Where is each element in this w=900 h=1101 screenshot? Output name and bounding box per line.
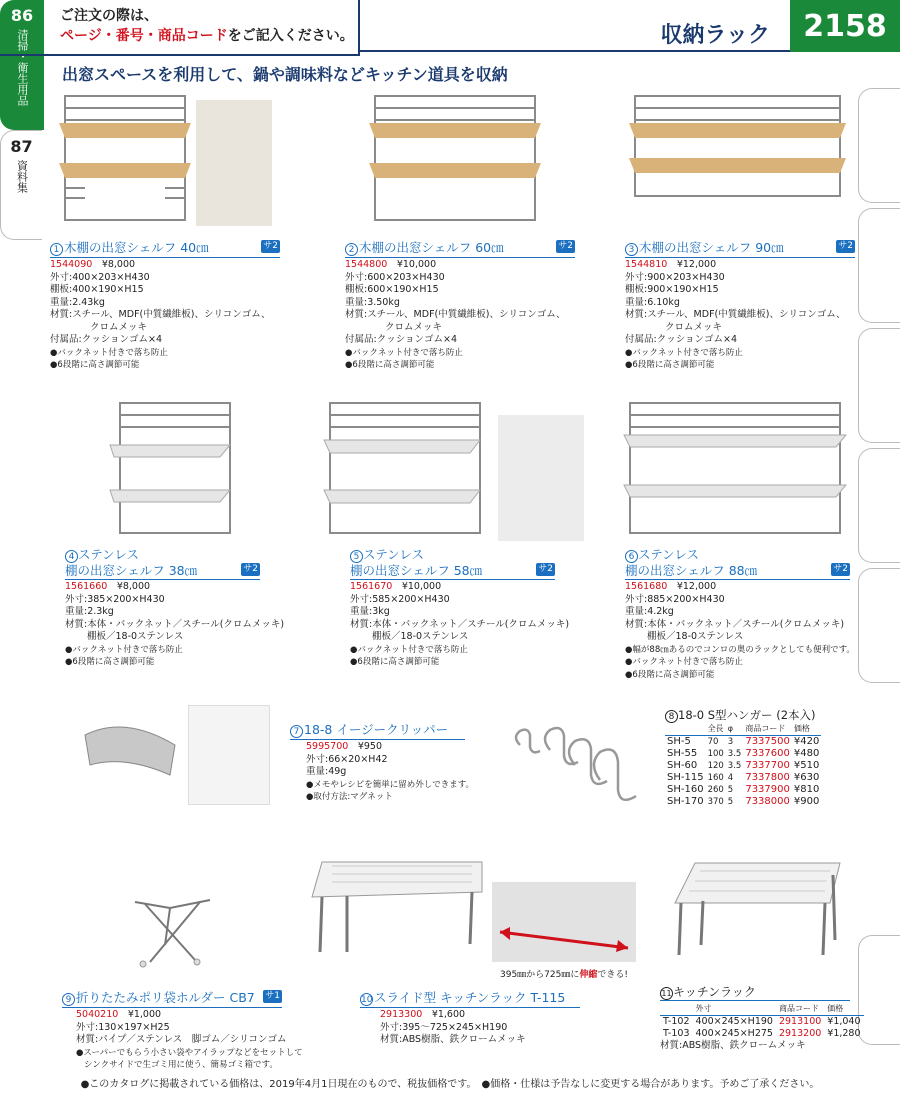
product-10: [360, 990, 580, 1047]
dia-cell: 4: [727, 773, 734, 783]
length-cell: 260: [707, 785, 724, 795]
spec-line: 棚板／18-0ステンレス: [372, 631, 469, 642]
price-cell: ¥1,040: [827, 1016, 861, 1027]
model-cell: SH-55: [667, 748, 698, 759]
spec-line: 材質:ABS樹脂、鉄クロームメッキ: [380, 1034, 526, 1045]
product-4: [65, 548, 284, 669]
sa-badge: サ2: [243, 564, 258, 574]
s-hanger-image: [505, 710, 655, 805]
stainless-shelf-38-image: [100, 395, 240, 545]
caption-text: できる!: [597, 970, 628, 980]
order-note-rest: をご記入ください。: [227, 28, 354, 44]
product-number: 6: [625, 550, 638, 563]
product-number: 5: [350, 550, 363, 563]
product-title: [50, 240, 280, 258]
product-number: 7: [290, 725, 303, 738]
spec-line: 棚板／18-0ステンレス: [87, 631, 184, 642]
product-title: [62, 990, 282, 1008]
feature-line: ●バックネット付きで落ち防止: [625, 657, 743, 667]
page-number: 2158: [790, 0, 900, 52]
table-row: [665, 748, 821, 760]
product-title-line1: [350, 548, 569, 563]
table-row: [665, 772, 821, 784]
table-row: [660, 1028, 864, 1040]
side-tab[interactable]: [858, 88, 900, 203]
product-title: [350, 563, 555, 580]
col-header: 商品コード: [743, 723, 792, 736]
product-name: 棚の出窓シェルフ 58㎝: [350, 563, 483, 578]
slide-rack-extend-photo: [492, 882, 636, 962]
spec-line: 材質:スチール、MDF(中質繊維板)、シリコンゴム、: [345, 309, 566, 320]
product-name: 18-8 イージークリッパー: [304, 722, 449, 737]
feature-line: ●メモやレシピを簡単に留め外しできます。: [306, 779, 475, 790]
length-cell: 120: [707, 761, 724, 771]
product-name: 18-0 S型ハンガー (2本入): [678, 708, 816, 722]
product-price: ¥1,000: [127, 1009, 162, 1020]
col-header: 外寸: [693, 1003, 776, 1016]
col-header: 価格: [824, 1003, 863, 1016]
spec-line: 外寸:900×203×H430: [625, 271, 725, 283]
extend-arrow-icon: [492, 882, 636, 962]
kitchen-rack-table: [660, 1003, 864, 1040]
side-tab[interactable]: [858, 208, 900, 323]
code-cell: 7337600: [745, 748, 790, 759]
product-price: ¥8,000: [116, 581, 151, 592]
spec-line: 棚板:400×190×H15: [50, 284, 144, 295]
feature-line: ●6段階に高さ調節可能: [350, 657, 440, 667]
size-cell: 400×245×H275: [695, 1028, 773, 1039]
stainless-shelf-88-image: [620, 395, 850, 545]
lead-text: 出窓スペースを利用して、鍋や調味料などキッチン道具を収納: [62, 65, 508, 84]
spec-line: 外寸:400×203×H430: [50, 271, 150, 283]
product-name-line1: ステンレス: [78, 547, 139, 562]
spec-line: 材質:スチール、MDF(中質繊維板)、シリコンゴム、: [625, 309, 846, 320]
code-cell: 7338000: [745, 796, 790, 807]
col-header: φ: [726, 723, 744, 736]
table-header: [660, 1003, 864, 1016]
product-6: [625, 548, 855, 681]
order-note-line2: [60, 26, 358, 46]
table-row: [665, 760, 821, 772]
spec-line: 重量:3.50kg: [345, 296, 400, 308]
price-cell: ¥1,280: [827, 1028, 861, 1039]
length-cell: 160: [707, 773, 724, 783]
feature-line: ●バックネット付きで落ち防止: [350, 644, 468, 655]
slide-rack-caption: [500, 967, 628, 980]
col-header: [665, 723, 706, 736]
dia-cell: 5: [727, 797, 734, 807]
wood-shelf-usage-photo: [196, 100, 272, 226]
product-number: 11: [661, 989, 672, 998]
side-tab[interactable]: [858, 568, 900, 683]
slide-rack-image: [302, 852, 492, 962]
spec-line: 外寸:130×197×H25: [76, 1021, 170, 1033]
product-code: 5040210: [76, 1009, 119, 1020]
spec-line: クロムメッキ: [385, 321, 443, 333]
product-9: [62, 990, 303, 1072]
footer-note: ●このカタログに掲載されている価格は、2019年4月1日現在のもので、税抜価格です。 ●価格・仕様は予告なしに変更する場合があります。予めご了承ください。: [80, 1079, 820, 1090]
product-title: [290, 722, 465, 740]
length-cell: 70: [707, 737, 719, 747]
product-code: 1561680: [625, 581, 668, 592]
spec-line: 付属品:クッションゴム×4: [345, 334, 458, 345]
code-cell: 2913200: [778, 1028, 822, 1039]
length-cell: 370: [707, 797, 724, 807]
spec-line: 重量:4.2kg: [625, 606, 674, 617]
spec-line: 棚板:600×190×H15: [345, 284, 439, 295]
product-code: 5995700: [306, 741, 349, 752]
dia-cell: 3: [727, 737, 734, 747]
dia-cell: 3.5: [727, 749, 742, 759]
tab-87-number: 87: [10, 137, 33, 156]
product-price: ¥10,000: [396, 259, 437, 270]
hanger-table: [665, 723, 821, 808]
product-price: ¥950: [357, 741, 383, 752]
price-cell: ¥630: [793, 772, 820, 783]
side-tab[interactable]: [858, 448, 900, 563]
spec-line: 外寸:600×203×H430: [345, 271, 445, 283]
price-cell: ¥810: [793, 784, 820, 795]
feature-line: ●幅が88㎝あるのでコンロの奥のラックとしても便利です。: [625, 644, 855, 655]
code-cell: 7337700: [745, 760, 790, 771]
size-cell: 400×245×H190: [695, 1016, 773, 1027]
spec-line: 棚板／18-0ステンレス: [647, 631, 744, 642]
spec-line: 棚板:900×190×H15: [625, 284, 719, 295]
spec-line: 外寸:385×200×H430: [65, 593, 165, 605]
code-cell: 7337500: [745, 736, 790, 747]
product-1: [50, 240, 280, 372]
code-cell: 2913100: [778, 1016, 822, 1027]
product-title: [665, 708, 830, 723]
feature-line: ●取付方法:マグネット: [306, 792, 393, 802]
spec-line: 外寸:885×200×H430: [625, 593, 725, 605]
price-cell: ¥420: [793, 736, 820, 747]
spec-line: 重量:49g: [306, 766, 347, 777]
spec-line: 材質:ABS樹脂、鉄クロームメッキ: [660, 1040, 806, 1051]
order-note: [0, 0, 360, 56]
product-11: [660, 985, 861, 1053]
product-number: 3: [625, 243, 638, 256]
product-name-line1: ステンレス: [363, 547, 424, 562]
product-number: 10: [361, 995, 373, 1005]
spec-line: 材質:本体・バックネット／スチール(クロムメッキ): [65, 618, 285, 630]
feature-line: ●6段階に高さ調節可能: [345, 360, 435, 370]
product-number: 2: [345, 243, 358, 256]
product-title: [625, 563, 850, 580]
product-title: [360, 990, 580, 1008]
spec-line: 付属品:クッションゴム×4: [625, 334, 738, 345]
product-title: [65, 563, 260, 580]
side-tab[interactable]: [858, 935, 900, 1045]
feature-line: ●バックネット付きで落ち防止: [50, 347, 168, 358]
sa-badge: サ2: [833, 564, 848, 574]
product-title-line1: [65, 548, 284, 563]
spec-line: 付属品:クッションゴム×4: [50, 334, 163, 345]
spec-line: 材質:本体・バックネット／スチール(クロムメッキ): [625, 618, 845, 630]
tab-87-label: 資料集: [15, 160, 29, 193]
product-price: ¥12,000: [676, 581, 717, 592]
side-tab[interactable]: [858, 328, 900, 443]
product-number: 9: [62, 993, 75, 1006]
product-number: 4: [65, 550, 78, 563]
product-name: 木棚の出窓シェルフ 40㎝: [64, 240, 209, 255]
product-title: [660, 985, 850, 1001]
spec-line: 外寸:585×200×H430: [350, 593, 450, 605]
order-note-highlight: ページ・番号・商品コード: [60, 28, 228, 44]
model-cell: SH-115: [667, 772, 704, 783]
dia-cell: 5: [727, 785, 734, 795]
feature-line: ●バックネット付きで落ち防止: [625, 347, 743, 358]
feature-line: シンクサイドで生ゴミ用に使う、簡易ゴミ箱です。: [84, 1060, 278, 1070]
product-number: 1: [50, 243, 63, 256]
product-code: 1561670: [350, 581, 393, 592]
product-code: 1561660: [65, 581, 108, 592]
model-cell: SH-5: [667, 736, 691, 747]
caption-text: 395㎜から725㎜に: [500, 970, 580, 980]
model-cell: SH-160: [667, 784, 704, 795]
col-header: 全長: [706, 723, 726, 736]
spec-line: 材質:スチール、MDF(中質繊維板)、シリコンゴム、: [50, 309, 271, 320]
clipper-memo-photo: [188, 705, 270, 805]
price-cell: ¥900: [793, 796, 820, 807]
stainless-shelf-58-image: [320, 395, 490, 545]
table-row: [660, 1016, 864, 1029]
product-title: [625, 240, 855, 258]
model-cell: T-102: [663, 1016, 690, 1027]
product-code: 1544800: [345, 259, 388, 270]
spec-line: 外寸:66×20×H42: [306, 753, 388, 765]
wood-shelf-90-image: [625, 88, 850, 228]
sa-badge: サ2: [538, 564, 553, 574]
product-number: 8: [665, 710, 678, 723]
spec-line: 材質:パイプ／ステンレス 脚ゴム／シリコンゴム: [76, 1034, 287, 1045]
product-name: 木棚の出窓シェルフ 90㎝: [639, 240, 784, 255]
price-cell: ¥510: [793, 760, 820, 771]
feature-line: ●6段階に高さ調節可能: [625, 669, 715, 680]
spec-line: クロムメッキ: [665, 321, 723, 333]
feature-line: ●6段階に高さ調節可能: [65, 657, 155, 667]
table-row: [665, 796, 821, 808]
product-8: [665, 708, 830, 808]
wood-shelf-60-image: [365, 88, 545, 228]
spec-line: 重量:2.3kg: [65, 606, 114, 617]
product-title-line1: [625, 548, 855, 563]
tab-86-number: 86: [10, 6, 34, 25]
product-name-line1: ステンレス: [638, 547, 699, 562]
product-code: 1544090: [50, 259, 93, 270]
product-code: 1544810: [625, 259, 668, 270]
product-code: 2913300: [380, 1009, 423, 1020]
product-name: 棚の出窓シェルフ 88㎝: [625, 563, 758, 578]
tab-86-label: 清掃・衛生用品: [16, 29, 29, 106]
product-price: ¥1,600: [431, 1009, 466, 1020]
table-row: [665, 736, 821, 749]
col-header: 商品コード: [776, 1003, 824, 1016]
dia-cell: 3.5: [727, 761, 742, 771]
product-2: [345, 240, 575, 372]
model-cell: SH-60: [667, 760, 698, 771]
model-cell: SH-170: [667, 796, 704, 807]
product-5: [350, 548, 569, 669]
product-name: 木棚の出窓シェルフ 60㎝: [359, 240, 504, 255]
product-name: 棚の出窓シェルフ 38㎝: [65, 563, 198, 578]
category-title: 収納ラック: [660, 23, 770, 48]
table-row: [665, 784, 821, 796]
stainless-shelf-usage-photo: [498, 415, 584, 541]
col-header: [660, 1003, 693, 1016]
feature-line: ●6段階に高さ調節可能: [625, 360, 715, 370]
feature-line: ●バックネット付きで落ち防止: [65, 644, 183, 655]
sa-badge: サ2: [558, 241, 573, 251]
feature-line: ●スーパーでもらう小さい袋やアイラップなどをセットして: [76, 1047, 303, 1058]
product-name: キッチンラック: [673, 985, 756, 999]
sa-badge: サ2: [263, 241, 278, 251]
spec-line: 重量:3kg: [350, 606, 390, 617]
sa-badge: サ2: [838, 241, 853, 251]
spec-line: 材質:本体・バックネット／スチール(クロムメッキ): [350, 618, 570, 630]
spec-line: 外寸:395～725×245×H190: [380, 1021, 508, 1033]
product-7: [290, 722, 474, 804]
code-cell: 7337900: [745, 784, 790, 795]
spec-line: クロムメッキ: [90, 321, 148, 333]
feature-line: ●バックネット付きで落ち防止: [345, 347, 463, 358]
product-title: [345, 240, 575, 258]
code-cell: 7337800: [745, 772, 790, 783]
product-name: スライド型 キッチンラック T-115: [374, 990, 566, 1005]
caption-highlight: 伸縮: [579, 970, 598, 980]
feature-line: ●6段階に高さ調節可能: [50, 360, 140, 370]
model-cell: T-103: [663, 1028, 690, 1039]
product-3: [625, 240, 855, 372]
length-cell: 100: [707, 749, 724, 759]
spec-line: 重量:2.43kg: [50, 296, 105, 308]
clipper-image: [75, 705, 185, 795]
spec-line: 重量:6.10kg: [625, 296, 680, 308]
price-cell: ¥480: [793, 748, 820, 759]
order-note-line1: ご注文の際は、: [60, 8, 158, 24]
bag-holder-image: [125, 890, 220, 980]
product-name: 折りたたみポリ袋ホルダー CB7: [76, 990, 255, 1005]
product-price: ¥8,000: [101, 259, 136, 270]
col-header: 価格: [792, 723, 821, 736]
side-tab-87[interactable]: [0, 130, 42, 240]
table-header: [665, 723, 821, 736]
sa-badge: サ1: [265, 991, 280, 1001]
product-price: ¥10,000: [401, 581, 442, 592]
kitchen-rack-image: [665, 855, 850, 965]
wood-shelf-40-image: [55, 88, 195, 228]
product-price: ¥12,000: [676, 259, 717, 270]
